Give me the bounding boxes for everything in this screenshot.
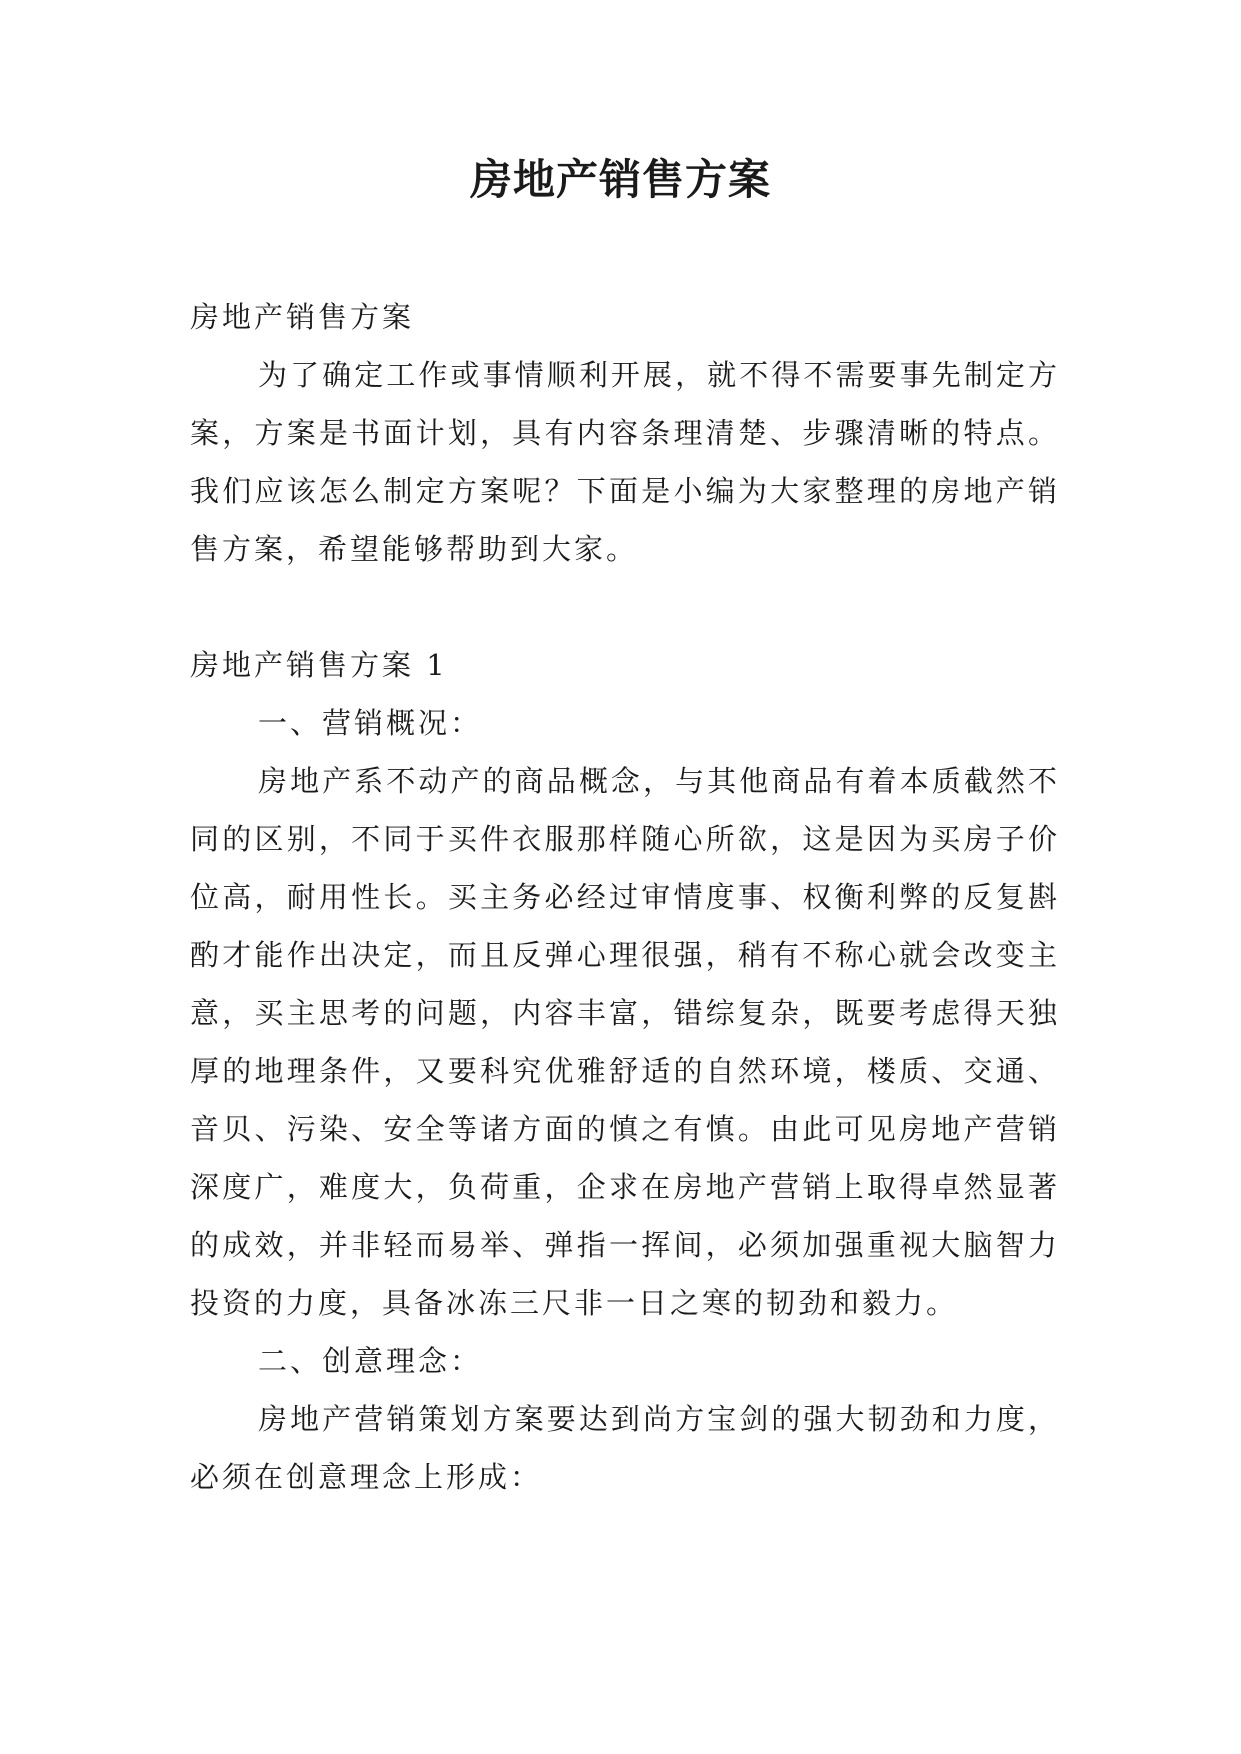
concept-paragraph: 房地产营销策划方案要达到尚方宝剑的强大韧劲和力度，必须在创意理念上形成： [190,1402,1060,1494]
section-heading: 房地产销售方案 1 [190,648,448,682]
overview-paragraph: 房地产系不动产的商品概念，与其他商品有着本质截然不同的区别，不同于买件衣服那样随心所欲，这是因为买房子价位高，耐用性长。买主务必经过审情度事、权衡利弊的反复斟酌才能作出决定，而且反弹心理很强，稍有不称心就会改变主意，买主思考的问题，内容丰富，错综复杂，既要考虑得天独厚的地理条件，又要科究优雅舒适的自然环境，楼质、交通、音贝、污染、安全等诸方面的慎之有慎。由此可见房地产营销深度广，难度大，负荷重，企求在房地产营销上取得卓然显著的成效，并非轻而易举、弹指一挥间，必须加强重视大脑智力投资的力度，具备冰冻三尺非一日之寒的韧劲和毅力。 [190,764,1060,1320]
part-heading-overview: 一、营销概况： [258,706,483,740]
document-subtitle: 房地产销售方案 [190,300,415,334]
document-body [190,288,1060,1506]
paragraph-spacer [190,578,1060,636]
document-title: 房地产销售方案 [469,155,771,204]
part-heading-concept: 二、创意理念： [258,1344,483,1378]
intro-paragraph: 为了确定工作或事情顺利开展，就不得不需要事先制定方案，方案是书面计划，具有内容条理清楚、步骤清晰的特点。我们应该怎么制定方案呢？下面是小编为大家整理的房地产销售方案，希望能够帮助到大家。 [190,358,1060,566]
